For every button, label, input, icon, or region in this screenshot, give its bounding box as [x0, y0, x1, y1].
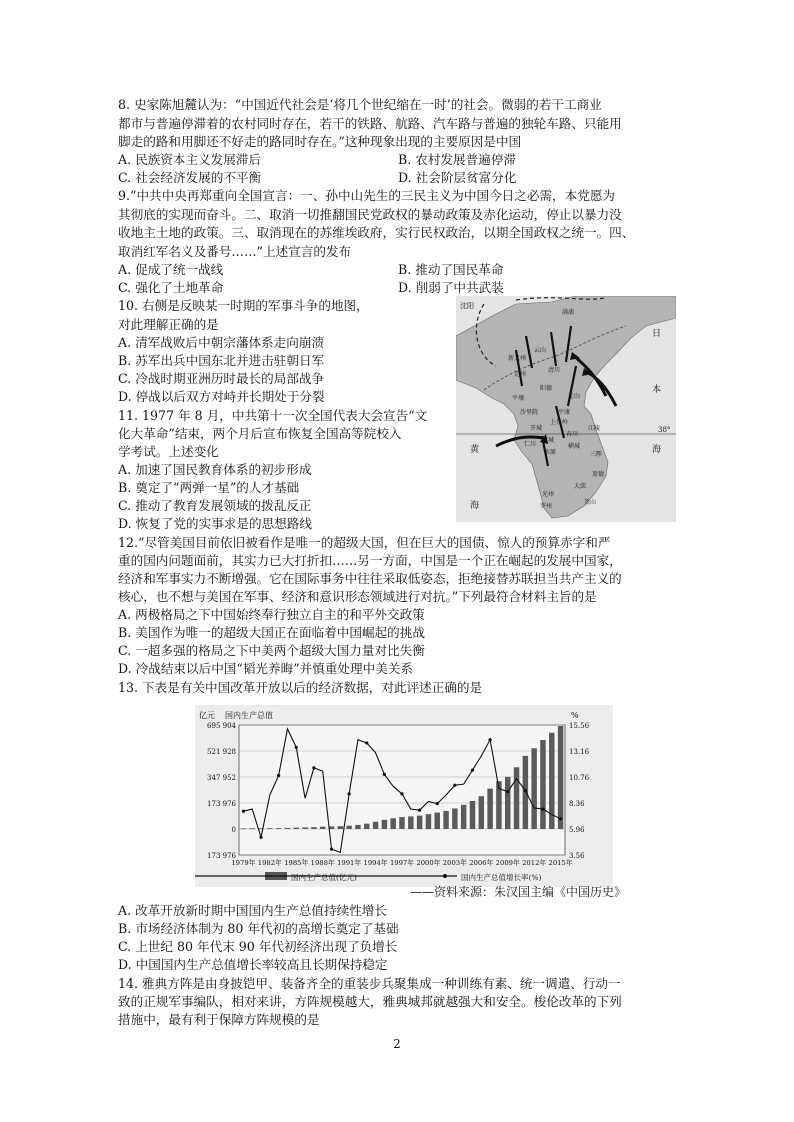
gdp-bar — [285, 828, 290, 829]
x-tick-label: 2009年 — [495, 859, 520, 867]
map-label-hoengseong: 横城 — [568, 443, 581, 450]
legend-line-dot — [443, 874, 447, 878]
x-tick-label: 2006年 — [469, 859, 494, 867]
growth-point — [541, 807, 544, 810]
q11-line2: 化大革命”结束，两个月后宣布恢复全国高等院校入 — [118, 426, 402, 441]
chart-title: 国内生产总值 — [225, 711, 273, 720]
q12-line1: 12.“尽管美国目前依旧被看作是唯一的超级大国，但在巨大的国债、惊人的预算赤字和严 — [118, 535, 611, 550]
q9-option-a: A. 促成了统一战线 — [118, 262, 224, 277]
q14-line3: 措施中，最有利于保障方阵规模的是 — [118, 1012, 320, 1027]
q9-option-b: B. 推动了国民革命 — [398, 262, 504, 277]
q10-line1: 10. 右侧是反映某一时期的军事斗争的地图， — [118, 298, 369, 313]
gdp-bar — [435, 813, 440, 829]
gdp-bar — [523, 756, 528, 829]
growth-point — [330, 848, 333, 851]
map-label-qingchuan: 清川 — [548, 367, 561, 374]
map-label-sinuiju: 新义州 — [508, 355, 527, 362]
q12-option-d: D. 冷战结束以后中国“韬光养晦”并慎重处理中美关系 — [118, 661, 413, 676]
gdp-bar — [479, 796, 484, 829]
x-tick-label: 1985年 — [284, 859, 309, 867]
q13-option-a: A. 改革开放新时期中国国内生产总值持续性增长 — [118, 903, 387, 918]
gdp-bar — [382, 820, 387, 829]
map-label-sanggangne: 上甘岭 — [550, 419, 569, 426]
right-tick-label: 5.96 — [569, 826, 585, 834]
x-tick-label: 1982年 — [257, 859, 282, 867]
map-label-hai: 海 — [652, 445, 662, 455]
q9-option-d: D. 削弱了中共武装 — [398, 280, 504, 295]
growth-point — [295, 746, 298, 749]
gdp-bar — [531, 748, 536, 829]
q10-option-a: A. 清军战败后中朝宗藩体系走向崩溃 — [118, 335, 325, 350]
map-label-chuncheon: 春川 — [566, 431, 579, 438]
gdp-bar — [267, 828, 272, 829]
growth-point — [312, 766, 315, 769]
map-label-jeongju: 定州 — [514, 371, 527, 378]
gdp-bar — [505, 777, 510, 829]
q11-option-b: B. 奠定了“两弹一星”的人才基础 — [118, 480, 300, 495]
chart-left-unit: 亿元 — [199, 711, 215, 720]
chart-right-unit: % — [571, 711, 579, 720]
left-tick-label: 0 — [231, 826, 236, 834]
page-number: 2 — [393, 1037, 401, 1051]
map-label-ri: 日 — [652, 329, 662, 339]
map-label-samcheok: 三陟 — [590, 451, 603, 458]
q8-line3: 脚走的路和用脚还不好走的路同时存在。”这种现象出现的主要原因是中国 — [118, 134, 522, 149]
gdp-bar — [294, 828, 299, 829]
q13-option-d: D. 中国国内生产总值增长率较高且长期保持稳定 — [118, 957, 388, 972]
map-label-seoul: 汉城 — [542, 437, 555, 444]
left-tick-label: 347 952 — [207, 774, 236, 782]
x-tick-label: 2000年 — [416, 859, 441, 867]
gdp-chart — [195, 705, 613, 887]
map-label-huang: 黄 — [470, 445, 480, 455]
q9-line3: 收地主土地的政策。三、取消现在的苏维埃政府，实行民权政治，以期全国政权之统一。四、 — [118, 225, 635, 240]
x-tick-label: 1994年 — [363, 859, 388, 867]
q11-option-a: A. 加速了国民教育体系的初步形成 — [118, 462, 312, 477]
gdp-bar — [276, 828, 281, 829]
growth-point — [418, 809, 421, 812]
q8-option-d: D. 社会阶层贫富分化 — [398, 170, 517, 185]
map-label-manpo: 满浦 — [562, 309, 575, 316]
growth-point — [400, 792, 403, 795]
q10-option-d: D. 停战以后双方对峙并长期处于分裂 — [118, 389, 325, 404]
gdp-bar — [399, 817, 404, 829]
gdp-bar — [364, 824, 369, 829]
map-label-busan: 釜山 — [584, 499, 597, 506]
q10-option-c: C. 冷战时期亚洲历时最长的局部战争 — [118, 371, 325, 386]
q8-option-b: B. 农村发展普遍停滞 — [398, 152, 517, 167]
gdp-bar — [408, 816, 413, 829]
map-label-wonsan: 元山 — [568, 393, 581, 400]
growth-point — [277, 774, 280, 777]
map-label-suwon: 水原 — [544, 449, 557, 456]
q11-option-d: D. 恢复了党的实事求是的思想路线 — [118, 516, 312, 531]
korean-war-map — [456, 296, 676, 522]
map-label-gwangju: 光州 — [542, 491, 555, 498]
map-label-naju: 罗州 — [540, 503, 553, 510]
gdp-bar — [514, 767, 519, 829]
map-label-38: 38° — [658, 426, 671, 434]
gdp-bar — [355, 825, 360, 829]
growth-point — [471, 768, 474, 771]
legend-bar-label: 国内生产总值(亿元) — [291, 873, 357, 882]
gdp-bar — [452, 808, 457, 829]
left-tick-label: 173 976 — [207, 852, 236, 860]
gdp-bar — [249, 828, 254, 829]
left-tick-label: 173 976 — [207, 800, 236, 808]
q9-line2: 其彻底的实现而奋斗。二、取消一切推翻国民党政权的暴动政策及赤化运动，停止以暴力没 — [118, 207, 622, 222]
q8-line1: 8. 史家陈旭麓认为：“中国近代社会是‘将几个世纪缩在一时’的社会。微弱的若干工商业 — [118, 97, 602, 112]
right-tick-label: 8.36 — [569, 800, 585, 808]
gdp-bar — [487, 789, 492, 829]
map-label-yeongdeok: 盈德 — [592, 471, 605, 478]
growth-point — [489, 738, 492, 741]
growth-point — [524, 789, 527, 792]
q11-line1: 11. 1977 年 8 月，中共第十一次全国代表大会宣告“文 — [118, 408, 428, 423]
q13-line1: 13. 下表是有关中国改革开放以后的经济数据，对此评述正确的是 — [118, 680, 483, 695]
x-tick-label: 2012年 — [522, 859, 547, 867]
x-tick-label: 1991年 — [337, 859, 362, 867]
gdp-bar — [390, 818, 395, 829]
x-tick-label: 2015年 — [548, 859, 573, 867]
q11-option-c: C. 推动了教育发展领域的拨乱反正 — [118, 498, 312, 513]
q8-option-c: C. 社会经济发展的不平衡 — [118, 170, 262, 185]
q14-line1: 14. 雅典方阵是由身披铠甲、装备齐全的重装步兵聚集成一种训练有素、统一调遣、行动一 — [118, 976, 621, 991]
right-tick-label: 15.56 — [569, 722, 590, 730]
left-tick-label: 521 928 — [207, 748, 236, 756]
right-tick-label: 10.76 — [569, 774, 590, 782]
x-tick-label: 1997年 — [389, 859, 415, 867]
map-label-shenyang: 沈阳 — [460, 302, 474, 310]
q9-option-c: C. 强化了土地革命 — [118, 280, 224, 295]
legend-line-label: 国内生产总值增长率(%) — [461, 873, 542, 882]
map-label-daegu: 大邱 — [574, 483, 587, 490]
q12-option-b: B. 美国作为唯一的超级大国正在面临着中国崛起的挑战 — [118, 625, 425, 640]
q11-line3: 学考试。上述变化 — [118, 444, 219, 459]
gdp-bar — [417, 816, 422, 829]
x-tick-label: 1988年 — [310, 859, 335, 867]
q9-line4: 取消红军名义及番号……”上述宣言的发布 — [118, 244, 352, 259]
gdp-bar — [346, 826, 351, 829]
growth-point — [348, 792, 351, 795]
map-label-pyeonggang: 平康 — [558, 409, 571, 416]
right-tick-label: 3.56 — [569, 852, 585, 860]
gdp-bar — [373, 822, 378, 829]
q12-line4: 核心，也不想与美国在军事、经济和意识形态领域进行对抗。”下列最符合材料主旨的是 — [118, 589, 597, 604]
q13-option-c: C. 上世纪 80 年代末 90 年代初经济出现了负增长 — [118, 939, 398, 954]
map-label-incheon: 仁川 — [524, 441, 537, 448]
growth-point — [242, 810, 245, 813]
gdp-bar — [461, 805, 466, 829]
map-label-kaesong: 开城 — [530, 425, 543, 432]
q10-option-b: B. 苏军出兵中国东北并进击驻朝日军 — [118, 353, 325, 368]
q12-option-a: A. 两极格局之下中国始终奉行独立自主的和平外交政策 — [118, 607, 425, 622]
left-tick-label: 695 904 — [207, 722, 236, 730]
growth-point — [436, 802, 439, 805]
q8-line2: 都市与普遍停滞着的农村同时存在，若干的铁路、航路、汽车路与普遍的独轮车路、只能用 — [118, 116, 622, 131]
map-label-pyongyang: 平壤 — [512, 395, 525, 402]
chart-source: ——资料来源：朱汉国主编《中国历史》 — [410, 885, 627, 899]
growth-point — [383, 773, 386, 776]
x-tick-label: 2003年 — [442, 859, 467, 867]
gdp-bar — [426, 814, 431, 829]
growth-point — [365, 741, 368, 744]
q13-option-b: B. 市场经济体制为 80 年代初的高增长奠定了基础 — [118, 921, 399, 936]
q8-option-a: A. 民族资本主义发展滞后 — [118, 152, 262, 167]
growth-point — [559, 817, 562, 820]
gdp-bar — [311, 827, 316, 829]
map-label-yunshan: 云山 — [534, 347, 547, 354]
q12-line2: 重的国内问题面前，其实力已大打折扣……另一方面，中国是一个正在崛起的发展中国家， — [118, 553, 622, 568]
map-label-ben: 本 — [652, 385, 662, 395]
gdp-bar — [558, 726, 563, 829]
q12-line3: 经济和军事实力不断增强。它在国际事务中往往采取低姿态，拒绝接替苏联担当共产主义的 — [118, 571, 622, 586]
growth-point — [506, 790, 509, 793]
q12-option-c: C. 一超多强的格局之下中美两个超级大国力量对比失衡 — [118, 643, 425, 658]
gdp-bar — [443, 811, 448, 829]
map-label-hai2: 海 — [470, 501, 480, 511]
map-label-gangneung: 江陵 — [588, 425, 601, 432]
gdp-bar — [338, 826, 343, 829]
q14-line2: 致的正规军事编队，相对来讲，方阵规模越大，雅典城邦就越强大和安全。梭伦改革的下列 — [118, 994, 622, 1009]
gdp-bar — [302, 827, 307, 829]
gdp-bar — [241, 828, 246, 829]
x-tick-label: 1979年 — [231, 859, 256, 867]
gdp-bar — [540, 740, 545, 829]
gdp-bar — [470, 801, 475, 829]
gdp-bar — [320, 827, 325, 829]
growth-point — [259, 836, 262, 839]
q10-line2: 对此理解正确的是 — [118, 317, 219, 332]
map-label-yangdeok: 阳德 — [540, 385, 553, 392]
right-tick-label: 13.16 — [569, 748, 590, 756]
map-label-sariwon: 沙里院 — [520, 409, 539, 416]
q9-line1: 9.“中共中央再郑重向全国宣言：一、孙中山先生的三民主义为中国今日之必需，本党愿为 — [118, 188, 616, 203]
growth-point — [453, 784, 456, 787]
